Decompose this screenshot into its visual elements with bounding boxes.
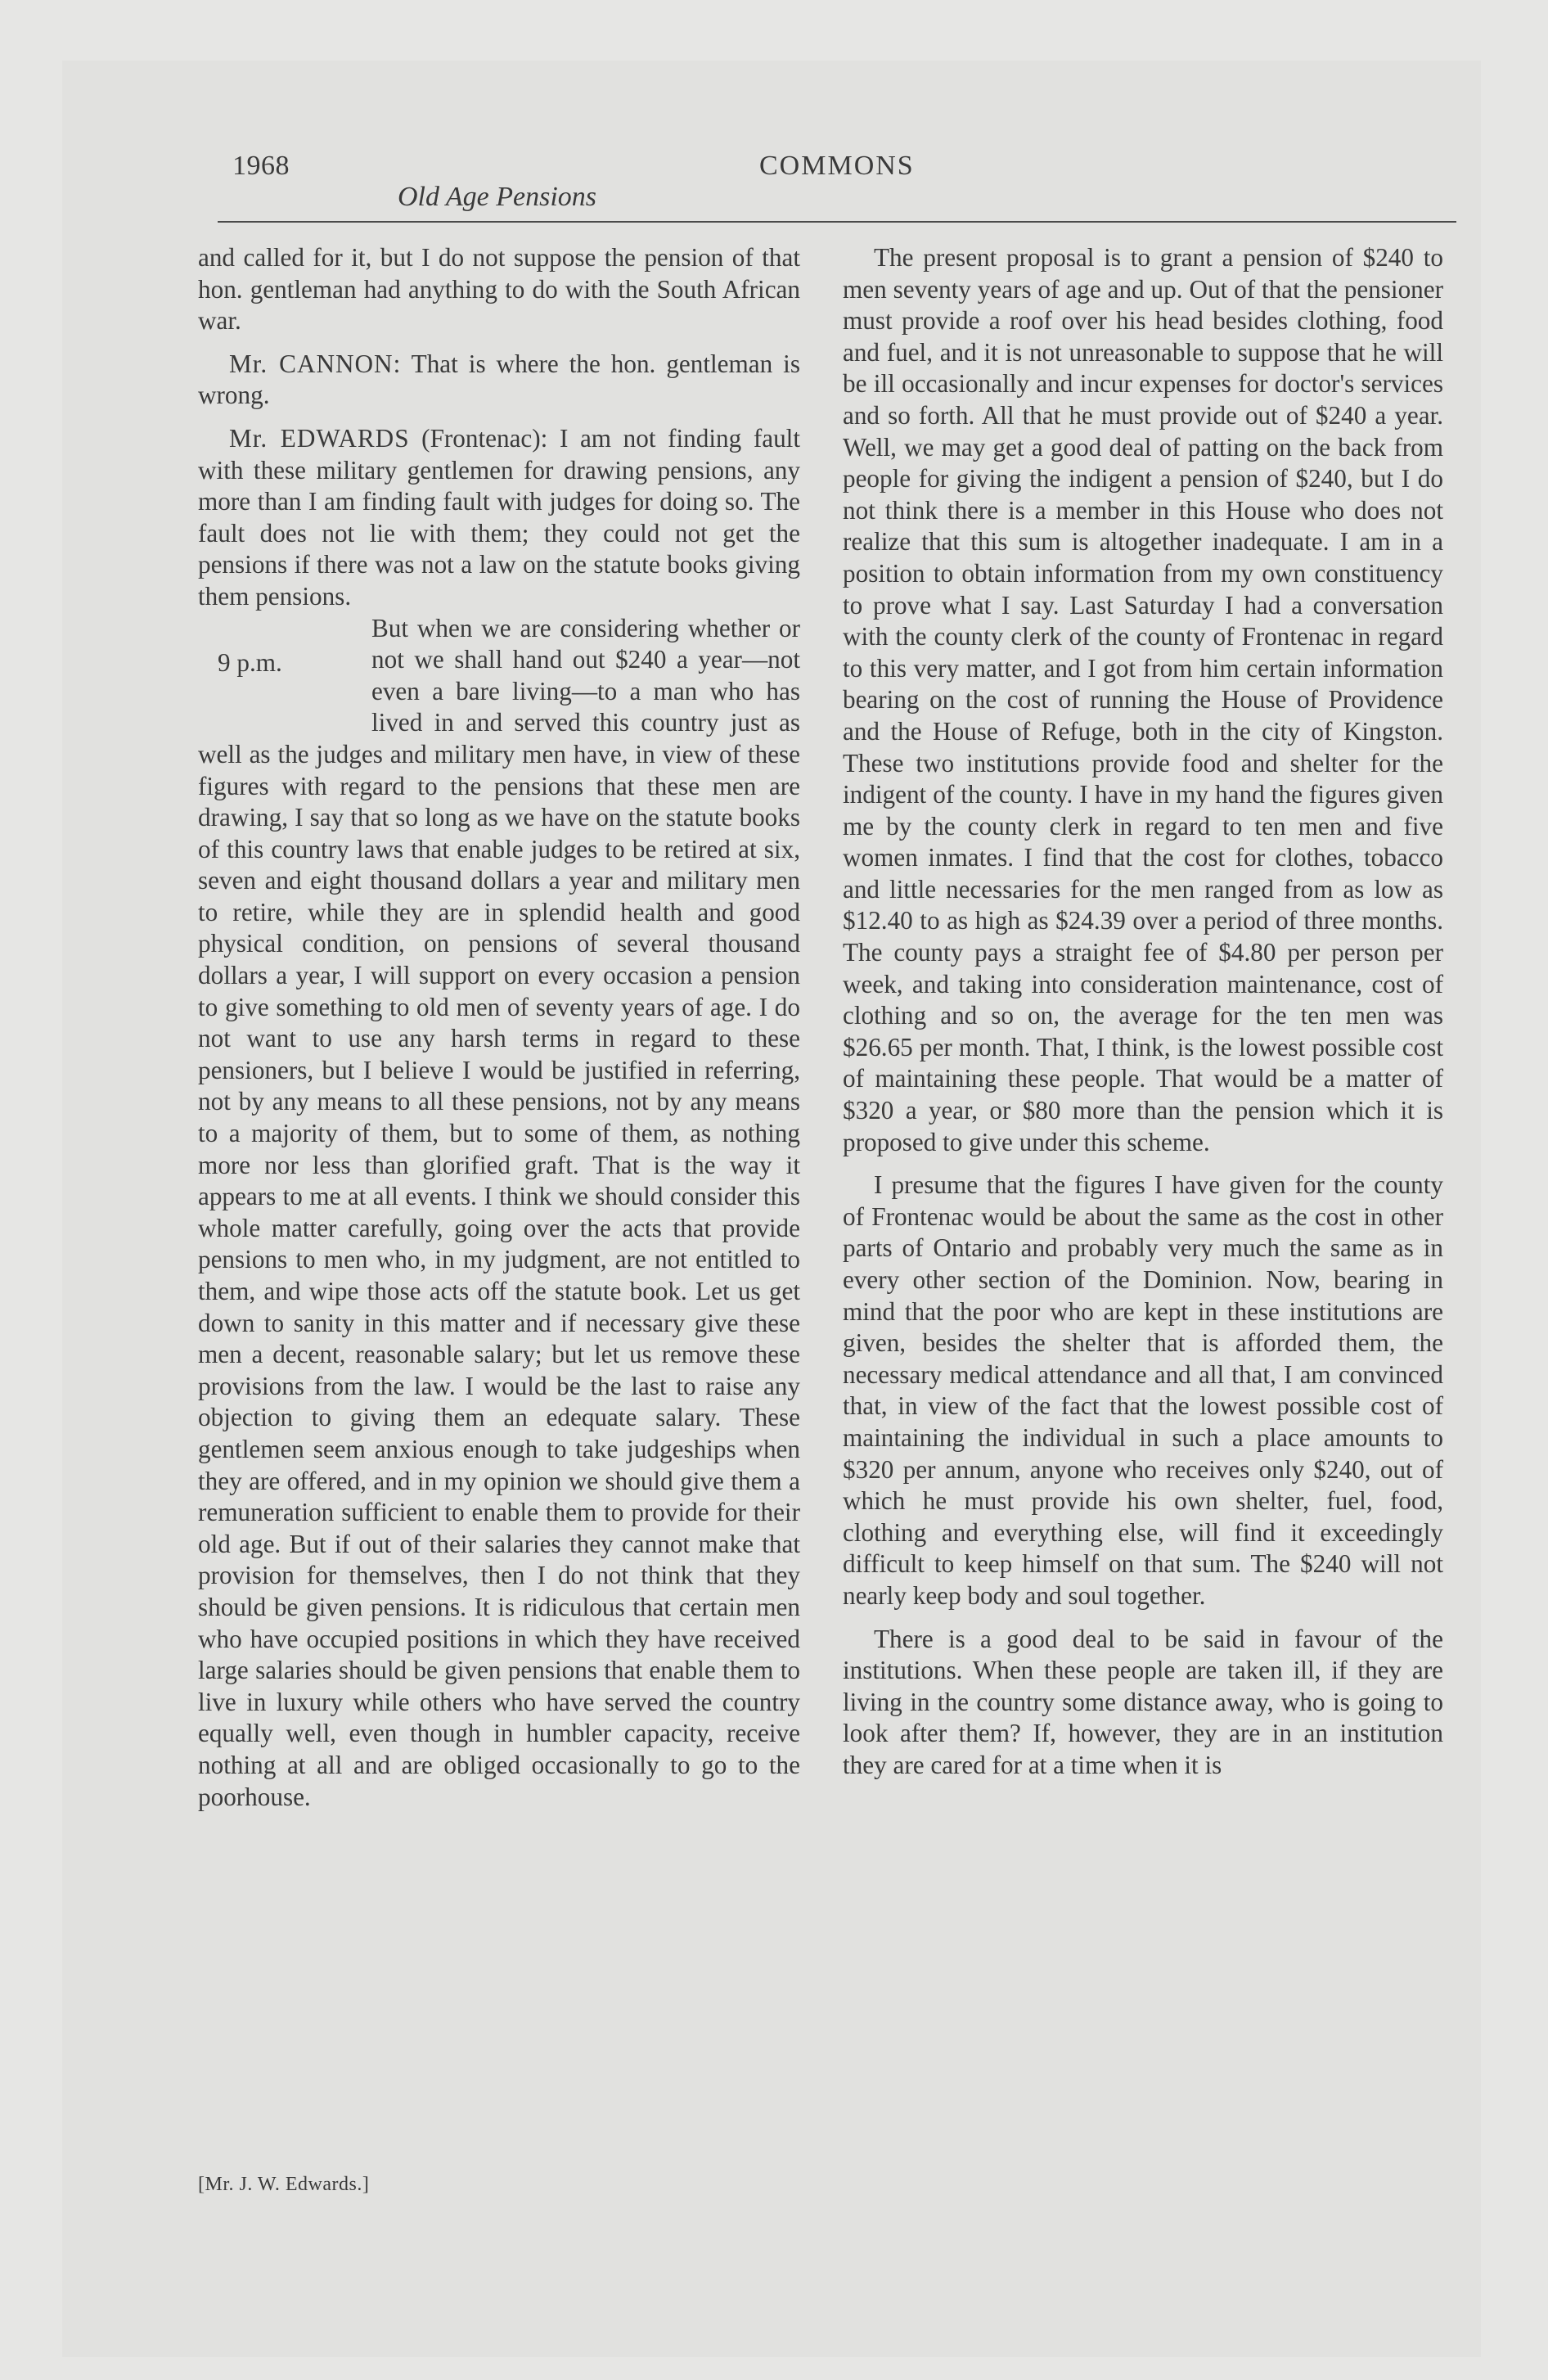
speech-text: But when we are considering whether or not we shall hand out $240 a year—not even a bare living—to a man who has lived in and served this country just as well as the judges and military men have, in view of these figures with regard to the pensions that these men are drawing, I say that so long as we have on the statute books of this country laws that enable judges to be retired at six, seven and eight thousand dollars a year and military men to retire, while they are in splendid health and good physical condition, on pensions of several thousand dollars a year, I will support on every occasion a pension to give something to old men of seventy years of age. I do not want to use any harsh terms in regard to these pensioners, but I believe I would be justified in referring, not by any means to all these pensions, not by any means to a majority of them, but to some of them, as nothing more nor less than glorified graft. That is the way it appears to me at all events. I think we should consider this whole matter carefully, going over the acts that provide pensions to men who, in my judgment, are not entitled to them, and wipe those acts off the statute book. Let us get down to sanity in this matter and if necessary give these men a decent, reasonable salary; but let us remove these provisions from the law. I would be the last to raise any objection to giving them an edequate salary. These gentlemen seem anxious enough to take judgeships when they are offered, and in my opinion we should give them a remuneration sufficient to enable them to provide for their old age. But if out of their salaries they cannot make that provision for themselves, then I do not think that they should be given pensions. It is ridiculous that certain men who have occupied positions in which they have received large salaries should be given pensions that enable them to live in luxury while others who have served the country equally well, even though in humbler capacity, receive nothing at all and are obliged occasionally to go to the poorhouse. — [198, 613, 800, 1811]
speech-text: (Frontenac): I am not finding fault with these military gentlemen for drawing pensions, any more than I am finding fault with judges for doing so. The fault does not lie with them; they could not get the pensions if there was not a law on the statute books giving them pensions. — [198, 423, 800, 611]
section-title: Old Age Pensions — [398, 182, 597, 212]
paragraph: The present proposal is to grant a pension of $240 to men seventy years of age and up. Out of that the pensioner must provide a roof over his head besides clothing, food and fuel, and it is not unreasonable to suppose that he will be ill occasionally and incur expenses for doctor's services and so forth. All that he must provide out of $240 a year. Well, we may get a good deal of patting on the back from people for giving the indigent a pension of $240, but I do not think there is a member in this House who does not realize that this sum is altogether inadequate. I am in a position to obtain information from my own constituency to prove what I say. Last Saturday I had a conversation with the county clerk of the county of Frontenac in regard to this very matter, and I got from him certain information bearing on the cost of running the House of Providence and the House of Refuge, both in the city of Kingston. These two institutions provide food and shelter for the indigent of the county. I have in my hand the figures given me by the county clerk in regard to ten men and five women inmates. I find that the cost for clothes, tobacco and little necessaries for the men ranged from as low as $12.40 to as high as $24.39 over a period of three months. The county pays a straight fee of $4.80 per person per week, and taking into consideration maintenance, cost of clothing and so on, the average for the ten men was $26.65 per month. That, I think, is the lowest possible cost of maintaining these people. That would be a matter of $320 a year, or $80 more than the pension which it is proposed to give under this scheme. — [843, 243, 1443, 1156]
paragraph: I presume that the figures I have given for the county of Frontenac would be about the same as the cost in other parts of Ontario and probably very much the same as in every other section of the Dominion. Now, bearing in mind that the poor who are kept in these institutions are given, besides the shelter that is afforded them, the necessary medical attendance and all that, I am convinced that, in view of the fact that the lowest possible cost of maintaining the individual in such a place amounts to $320 per annum, anyone who receives only $240, out of which he must provide his own shelter, fuel, food, clothing and everything else, will find it exceedingly difficult to keep himself on that sum. The $240 will not nearly keep body and soul together. — [843, 1170, 1443, 1610]
speaker-name: Mr. EDWARDS — [229, 423, 410, 453]
paragraph-cannon — [198, 349, 800, 412]
page-sheet — [62, 61, 1481, 2357]
paragraph: and called for it, but I do not suppose the pension of that hon. gentleman had anything to do with the South African war. — [198, 243, 800, 336]
right-column — [843, 242, 1443, 1782]
house-name: COMMONS — [759, 151, 915, 181]
footer-credit: [Mr. J. W. Edwards.] — [198, 2174, 370, 2195]
page-header — [134, 61, 1450, 232]
time-marker: 9 p.m. — [218, 647, 282, 677]
paragraph-edwards-continued — [198, 613, 800, 1814]
paragraph-edwards — [198, 423, 800, 613]
left-column — [198, 242, 800, 1813]
page-number: 1968 — [232, 151, 290, 181]
header-rule — [218, 221, 1456, 223]
speech-text: That is where the hon. gentleman is wrong. — [198, 349, 800, 410]
paragraph: There is a good deal to be said in favour of the institutions. When these people are taken ill, if they are living in the country some distance away, who is going to look after them? If, however, they are in an institution they are cared for at a time when it is — [843, 1624, 1443, 1779]
hansard-page — [134, 61, 1450, 2357]
speaker-name: Mr. CANNON: — [229, 349, 402, 378]
